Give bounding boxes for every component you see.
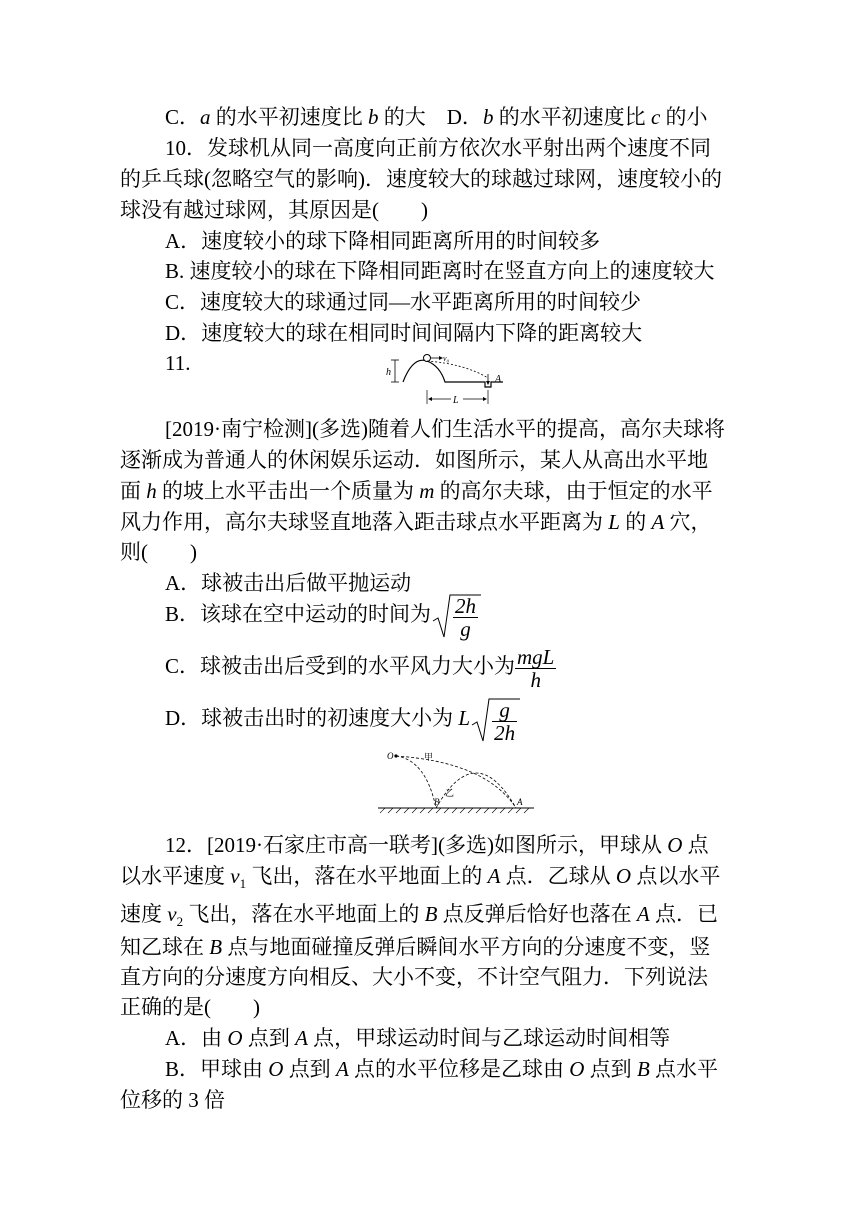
var-m: m [419, 479, 435, 503]
text: 的高尔夫球，由于恒定的水平 [434, 479, 713, 503]
fraction-numerator: mgL [517, 644, 555, 669]
q10-option-c: C．速度较大的球通过同—水平距离所用的时间较少 [165, 290, 642, 314]
q10-option-a: A．速度较小的球下降相同距离所用的时间较多 [165, 229, 601, 253]
fig-label-B: B [434, 797, 440, 807]
q12-option-b [165, 1054, 718, 1084]
q11-stem-line1: [2019·南宁检测](多选)随着人们生活水平的提高，高尔夫球将 [165, 417, 725, 441]
q11-golf-figure [385, 352, 521, 410]
text: 点 [682, 833, 709, 857]
fig-label-A: A [495, 374, 502, 385]
sqrt-expression [470, 697, 517, 744]
text: 的水平初速度比 [493, 105, 651, 129]
text: A．由 [165, 1026, 228, 1050]
var-L: L [608, 510, 620, 534]
var-B: B [636, 1057, 650, 1081]
text: 飞出，落在水平地面上的 [246, 864, 488, 888]
var-A: A [651, 510, 665, 534]
var-O: O [667, 833, 683, 857]
var-A: A [335, 1057, 349, 1081]
q11-option-a: A．球被击出后做平抛运动 [165, 571, 412, 595]
var-B: B [424, 902, 438, 926]
text: 以水平速度 [120, 864, 231, 888]
q11-stem-line4 [120, 507, 712, 537]
fraction-denominator: g [453, 617, 478, 640]
var-O: O [227, 1026, 243, 1050]
sqrt-expression [431, 593, 478, 640]
fraction-numerator: g [499, 697, 510, 722]
fig-label-O: O [387, 751, 394, 761]
text: B．甲球由 [165, 1057, 269, 1081]
text: 面 [120, 479, 147, 503]
text: 知乙球在 [120, 935, 210, 959]
q12-option-b-line2: 位移的 3 倍 [120, 1088, 225, 1112]
var-h: h [146, 479, 157, 503]
text: 点以水平 [631, 864, 721, 888]
text: 穴， [664, 510, 712, 534]
fraction-denominator: h [515, 668, 556, 691]
var-A: A [487, 864, 501, 888]
q10-option-d: D．速度较大的球在相同时间间隔内下降的距离较大 [165, 321, 643, 345]
text: 点．已 [649, 902, 718, 926]
q12-stem-line5: 直方向的分速度方向相反、大小不变，不计空气阻力．下列说法 [120, 965, 708, 989]
fig-label-jia: 甲 [424, 752, 434, 762]
text: 点，甲球运动时间与乙球运动时间相等 [307, 1026, 671, 1050]
text: B．该球在空中运动的时间为 [165, 602, 432, 626]
var-v: v [167, 902, 177, 926]
var-A: A [295, 1026, 308, 1050]
var-a: a [200, 105, 211, 129]
var-b: b [482, 105, 494, 129]
q10-option-b: B. 速度较小的球在下降相同距离时在竖直方向上的速度较大 [165, 259, 715, 283]
text: 点的水平位移是乙球由 [348, 1057, 570, 1081]
subscript: 1 [239, 876, 247, 892]
text: 点到 [283, 1057, 336, 1081]
var-A: A [636, 902, 650, 926]
text: 的小 [660, 105, 708, 129]
var-c: c [650, 105, 661, 129]
fig-label-A: A [517, 797, 523, 807]
q12-stem-line2 [120, 861, 720, 899]
fraction [515, 646, 556, 691]
text: 的 [619, 510, 652, 534]
fig-label-yi: 乙 [445, 788, 455, 798]
text: 的水平初速度比 [210, 105, 369, 129]
text: 点到 [584, 1057, 637, 1081]
var-O: O [268, 1057, 284, 1081]
text: 12．[2019·石家庄市高一联考](多选)如图所示，甲球从 [165, 833, 668, 857]
text: 点反弹后恰好也落在 [437, 902, 637, 926]
text: C．球被击出后受到的水平风力大小为 [165, 654, 516, 678]
subscript: 2 [176, 914, 184, 930]
text: D．球被击出时的初速度大小为 [165, 706, 459, 730]
var-L: L [458, 706, 471, 730]
fig-label-v0: v₀ [443, 354, 450, 363]
var-B: B [209, 935, 223, 959]
text: 点水平 [649, 1057, 719, 1081]
q11-option-c [165, 644, 556, 691]
text: 的大 D． [378, 105, 483, 129]
fraction-numerator: 2h [455, 593, 477, 618]
q10-stem-line1: 10．发球机从同一高度向正前方依次水平射出两个速度不同 [165, 136, 711, 160]
q12-option-a [165, 1023, 670, 1053]
text: 飞出，落在水平地面上的 [183, 902, 425, 926]
q10-stem-line3: 球没有越过球网，其原因是( ) [120, 198, 428, 222]
text: 点．乙球从 [500, 864, 616, 888]
q12-stem-line6: 正确的是( ) [120, 995, 260, 1019]
text: 的坡上水平击出一个质量为 [156, 479, 420, 503]
text: 速度 [120, 902, 168, 926]
q12-ball-figure [376, 744, 538, 820]
q12-stem-line1 [165, 830, 709, 860]
q11-number: 11. [165, 351, 191, 375]
fig-label-L: L [453, 395, 459, 406]
fraction-denominator: 2h [494, 720, 516, 745]
q12-stem-line4 [120, 932, 710, 962]
q11-stem-line5: 则( ) [120, 540, 197, 564]
text: 点与地面碰撞反弹后瞬间水平方向的分速度不变，竖 [222, 935, 711, 959]
var-b: b [368, 105, 379, 129]
var-O: O [615, 864, 632, 888]
q9-option-c-label: C． [165, 105, 201, 129]
q11-stem-line3 [120, 476, 713, 506]
q11-stem-line2: 逐渐成为普通人的休闲娱乐运动．如图所示，某人从高出水平地 [120, 448, 708, 472]
var-v: v [230, 864, 240, 888]
text: 风力作用，高尔夫球竖直地落入距击球点水平距离为 [120, 510, 609, 534]
q11-option-b [165, 592, 478, 640]
q9-option-cd [165, 102, 708, 132]
q10-stem-line2: 的乒乓球(忽略空气的影响)．速度较大的球越过球网，速度较小的 [120, 167, 722, 191]
var-O: O [569, 1057, 585, 1081]
fig-label-h: h [386, 367, 391, 378]
q11-option-d [165, 696, 517, 744]
text: 点到 [242, 1026, 296, 1050]
